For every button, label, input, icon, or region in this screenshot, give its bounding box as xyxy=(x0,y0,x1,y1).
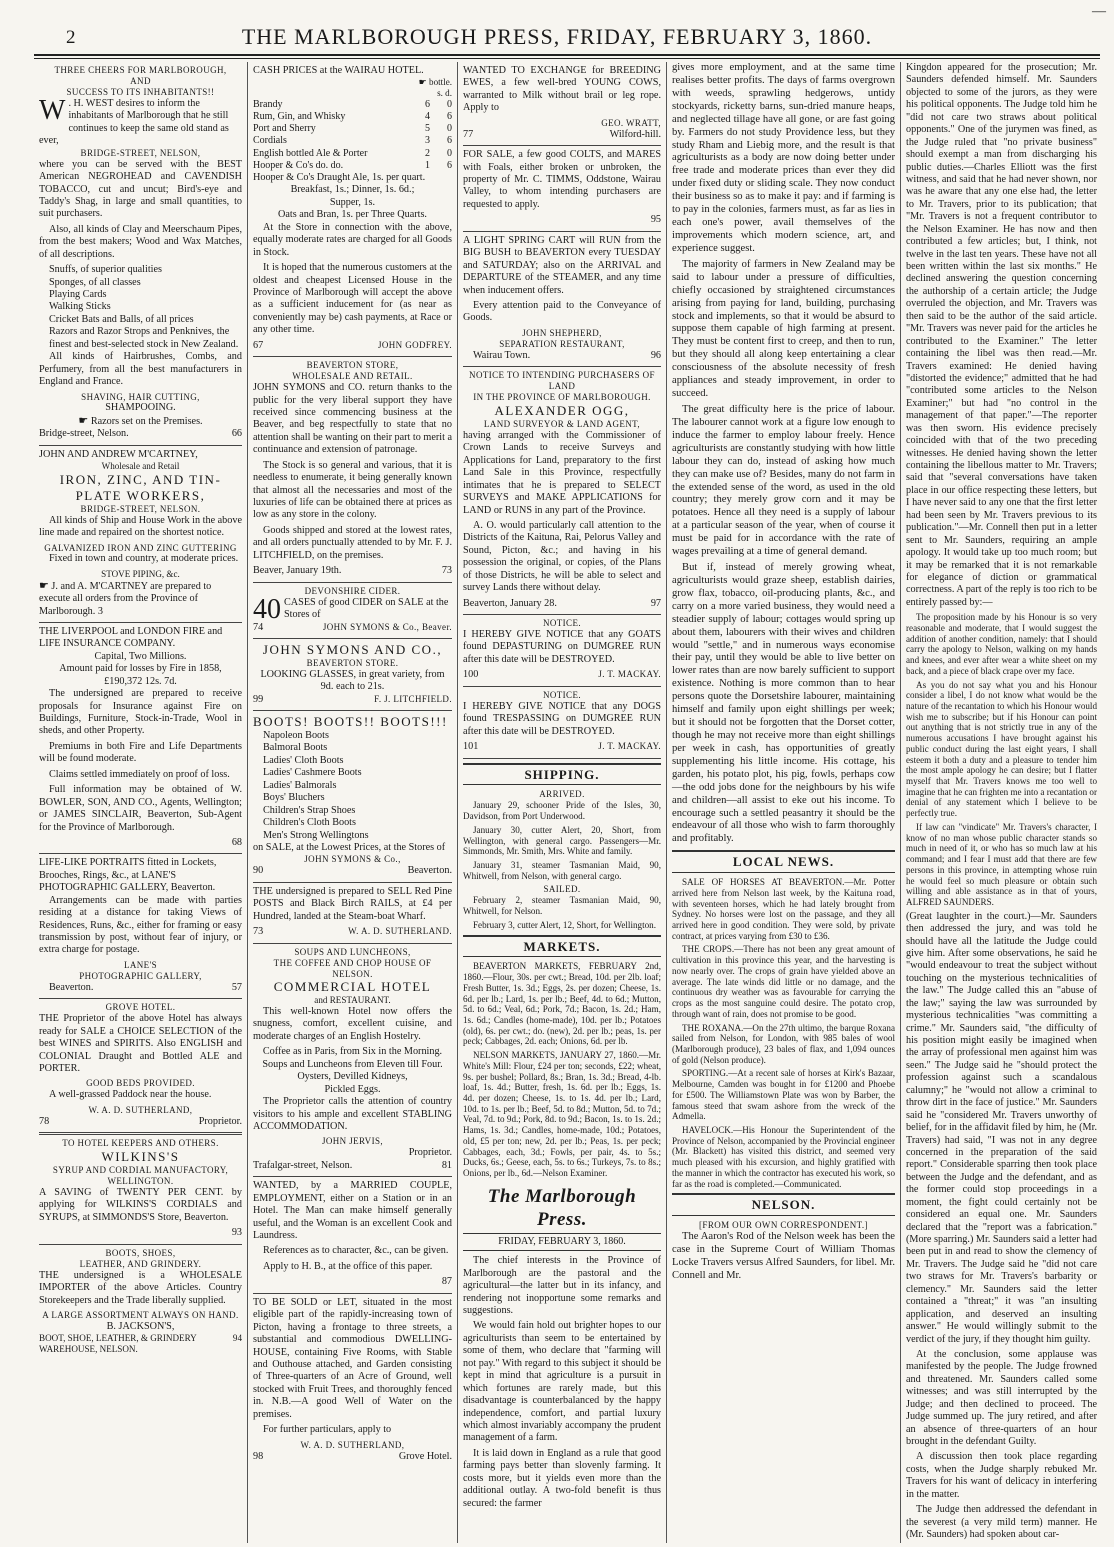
column-1 xyxy=(34,62,247,1543)
ad-number: 87 xyxy=(441,1276,452,1288)
ad-heading: IN THE PROVINCE OF MARLBOROUGH. xyxy=(473,392,651,403)
ad-body: JOHN SYMONS and CO. return thanks to the public for the very liberal support they have received since commencing business at the Beaver, and beg respectfully to state that no attention shall be wanting on their part to merit a continuance and extension of patronage. xyxy=(253,382,452,456)
masthead-rule xyxy=(34,54,1100,56)
editorial-paragraph: The chief interests in the Province of Marlborough are the pastoral and the agricultural—the latter but in its infancy, and rendering not inopportune some remarks and suggestions. xyxy=(463,1255,661,1317)
ad-heading: ALEXANDER OGG, xyxy=(494,403,630,419)
ad-body: Also, all kinds of Clay and Meerschaum Pipes, from the best makers; Wood and Wax Matches, of all descriptions. xyxy=(39,223,242,260)
subheading: SAILED. xyxy=(543,884,581,895)
ad-address: Wairau Town. xyxy=(473,349,531,361)
shipping-entry: January 29, schooner Pride of the Isles, 30, Davidson, from Port Underwood. xyxy=(463,800,661,822)
subheading: [FROM OUR OWN CORRESPONDENT.] xyxy=(699,1220,868,1231)
ad-lane-portraits xyxy=(39,854,242,999)
ad-body: At the Store in connection with the above, equally moderate rates are charged for all Goods in Stock. xyxy=(253,221,452,258)
ad-number: 73 xyxy=(441,565,452,577)
ad-posts-rails xyxy=(253,883,452,944)
quoted-letter: If law can "vindicate" Mr. Travers's character, I know of no man whose public character stands so much in need of it, or who has so much law at his command; and I fear I must add that there are few persons in this province, in attempting whose ruin he would feel so much pleasure or obtain such willing and able assistance as in that of yours, ALFRED SAUNDERS. xyxy=(906,821,1097,907)
ad-heading: A LARGE ASSORTMENT ALWAYS ON HAND. xyxy=(42,1309,239,1320)
ad-body: A LIGHT SPRING CART will RUN from the BIG BUSH to BEAVERTON every TUESDAY and SATURDAY; also on the ARRIVAL and DEPARTURE of the STEAMER, and any time when inducement offers. xyxy=(463,234,661,296)
ad-body: Capital, Two Millions. xyxy=(94,650,187,662)
ad-body: A well-grassed Paddock near the house. xyxy=(49,1089,212,1101)
ad-signature: Proprietor. xyxy=(408,1147,452,1159)
ad-number: 57 xyxy=(231,981,242,993)
list-item: Children's Cloth Boots xyxy=(263,817,356,829)
list-item: Playing Cards xyxy=(49,289,107,300)
column-5 xyxy=(900,62,1102,1543)
ad-heading: Wholesale and Retail xyxy=(101,461,180,472)
ad-body: THE undersigned is prepared to SELL Red Pine POSTS and Black Birch RAILS, at £4 per Hundred, landed at the Steam-boat Wharf. xyxy=(253,885,452,922)
ad-west-tobacconist xyxy=(39,62,242,446)
ad-heading: GOOD BEDS PROVIDED. xyxy=(86,1078,195,1089)
column-3 xyxy=(457,62,666,1543)
ad-number: 81 xyxy=(441,1159,452,1171)
shipping-entry: February 3, cutter Alert, 12, Short, for Wellington. xyxy=(473,919,656,930)
table-row xyxy=(253,160,452,172)
ad-heading: JOHN SYMONS AND CO., xyxy=(262,642,443,658)
ad-number: 67 xyxy=(253,339,264,351)
newspaper-title: THE MARLBOROUGH PRESS, FRIDAY, FEBRUARY 3, 1860. xyxy=(241,24,873,49)
markets-section xyxy=(463,935,661,1179)
news-paragraph: Kingdon appeared for the prosecution; Mr. Saunders defended himself. Mr. Saunders objected to some of the jurors, as they were his political opponents. The Judge told him he "did not care two straws about political opponents." One of the jurymen was fined, as the Judge ruled that "no private business" should exempt a man from discharging his public duties.—Charles Elliott was the first witness, and said that he had never shown, nor was he aware that any one else had, the letter to Mr. Travers, prior to its publication; that "Mr. Travers is not a frequent contributor to the Nelson Examiner. He has now and then contributed a few articles; but, I think, not twelve in the last ten years. These have not all been written within the last six months." He declined answering the question concerning the authorship of a certain article; the Judge overruled the objection, and Mr. Travers was then said to be the author of the said article. "Mr. Travers was never paid for the articles he contributed to the Examiner." The letter containing the libel was then read.—Mr. Travers examined: He denied having "distorted the evidence;" admitted that he had "contributed some articles to the Nelson Examiner;" but had "no control in the management of that paper."—The reporter was then sworn. His evidence precisely coincided with that of the two preceding witnesses. He denied having shown the letter containing the libellous matter to Mr. Travers; said that "several conversations have taken place in our office respecting these letters, but I have never said to any one that the first letter had been seen by Mr. Travers previous to its publication."—Mr. Connell then put in a letter sent to Mr. Saunders, requiring an ample apology. It would take up too much room; but it may be remarked that it is not remarkable for elegance of diction or grammatical correctness. A part of the reply is too rich to be entirely passed by:— xyxy=(906,62,1097,608)
price-d: 0 xyxy=(447,98,452,110)
ad-body: Coffee as in Paris, from Six in the Morning. xyxy=(262,1046,443,1058)
section-title: NELSON. xyxy=(672,1193,895,1216)
ad-body: It is hoped that the numerous customers at the oldest and cheapest Licensed House in the Province of Marlborough will accept the above as a sufficient inducement for (as near as conveniently may be) cash payments, at Race or any other time. xyxy=(253,262,452,336)
drop-cap: W xyxy=(39,94,66,126)
editorial-paragraph: We would fain hold out brighter hopes to our agriculturists than seem to be entertained by some of them, who declare that "farming will not pay." With regard to this subject it should be kept in mind that agriculture is a pursuit in which fortunes are rarely made, but this disadvantage is counterbalanced by the happy independence, comfort, and partial luxury which almost invariably accompany the prudent management of a farm. xyxy=(463,1320,661,1444)
ad-body: Fixed in town and country, at moderate prices. xyxy=(49,553,239,565)
ad-signature: PHOTOGRAPHIC GALLERY, xyxy=(79,970,202,981)
ad-heading: THE LIVERPOOL and LONDON FIRE and LIFE INSURANCE COMPANY. xyxy=(39,625,223,650)
news-paragraph: The Judge then addressed the defendant in the severest (a very mild term) manner. He (Mr. Saunders) had spoken about car- xyxy=(906,1504,1097,1541)
ad-signature: JOHN JERVIS, xyxy=(321,1136,384,1147)
ad-commercial-hotel xyxy=(253,944,452,1178)
column-2 xyxy=(247,62,457,1543)
table-row xyxy=(253,111,452,123)
ad-number: 73 xyxy=(253,926,264,938)
ad-heading: AND xyxy=(130,75,151,86)
price-item: Brandy xyxy=(253,98,283,110)
ad-heading: CASH PRICES at the WAIRAU HOTEL. xyxy=(253,65,424,76)
list-item: Boys' Bluchers xyxy=(263,792,325,804)
ad-body: LOOKING GLASSES, in great variety, from 9d. each to 21s. xyxy=(260,668,445,693)
ad-body: STOVE PIPING, &c. xyxy=(101,568,180,579)
list-item: Men's Strong Wellingtons xyxy=(263,829,369,841)
ad-signature: SEPARATION RESTAURANT, xyxy=(499,338,625,349)
ad-beaverton-store xyxy=(253,357,452,583)
ad-heading: TO HOTEL KEEPERS AND OTHERS. xyxy=(62,1138,219,1149)
ad-alexander-ogg xyxy=(463,367,661,615)
ad-number: 3 xyxy=(97,605,103,617)
ad-breeding-ewes xyxy=(463,62,661,146)
ad-heading: SHAMPOOING. xyxy=(105,402,176,414)
ad-body: Soups and Luncheons from Eleven till Four. xyxy=(262,1058,443,1070)
ad-address: Bridge-street, Nelson. xyxy=(39,428,129,440)
list-item: Napoleon Boots xyxy=(263,730,329,742)
ad-signature: Proprietor. xyxy=(198,1115,242,1127)
news-item: THE ROXANA.—On the 27th ultimo, the barque Roxana sailed from Nelson, for London, with 985 bales of wool (Marlborough produce), 23 bales of flax, and 1,094 ounces of gold (Nelson produce). xyxy=(672,1022,895,1065)
price-table xyxy=(253,99,452,172)
ad-body: Razors set on the Premises. xyxy=(90,415,203,427)
ad-notice-dogs xyxy=(463,687,661,759)
ad-colts-mares xyxy=(463,146,661,232)
ad-heading: JOHN AND ANDREW M'CARTNEY, xyxy=(39,448,198,460)
news-item: SPORTING.—At a recent sale of horses at Kirk's Bazaar, Melbourne, Camden was bought in for £1200 and Phoebe for £500. The Williamstown Plate was won by Barber, the famous steed that swam ashore from the wreck of the Admella. xyxy=(672,1068,895,1122)
editorial-paragraph: gives more employment, and at the same time realises better profits. The days of farms overgrown with weeds, sprawling hedgerows, untidy stockyards, ricketty barns, sun-dried manure heaps, and neglected tillage have all gone, or are fast going by. Farmers do not study Providence less, but they study Rham and Liebig more, and the result is that agriculturists as a body are now doing better under free trade and moderate prices than ever they did under fixed duty or sliding scale. They now conduct their business so as to make it pay: and if farming is to pay in the colonies, farmers must, as far as lies in each one's power, avail themselves of the improvements which modern science, art, and experience suggest. xyxy=(672,62,895,254)
market-report: NELSON MARKETS, JANUARY 27, 1860.—Mr. White's Mill: Flour, £24 per ton; seconds, £22; wheat, 9s. per bushel; Pollard, 8s.; Bran, 1s. 3d.; Bread, 4-lb. loaf, 1s. 4d.; Butter, fresh, 1s. 6d. per lb.; Eggs, 1s. 4d. per dozen; Cheese, 1s. to 1s. 4d. per lb.; Lard, 10d. to 1s. per lb.; Beef, 5d. to 8d.; Mutton, 5d. to 7d.; Veal, 7d. to 9d.; Pork, 8d. to 9d.; Bacon, 1s. to 1s. 2d.; Hams, 1s. 3d.; Candles, home-made, 10d.; Potatoes, old, £5 per ton; new, 2d. per lb.; Peas, 1s. per peck; Cabbages, each, 3d.; Fowls, per pair, 4s. to 5s.; Ducks, 6s.; Geese, each, 5s. to 6s.; Turkeys, 7s. to 8s.; Onions, per lb., 6d.—Nelson Examiner. xyxy=(463,1050,661,1179)
ad-body: Premiums in both Fire and Life Departments will be found moderate. xyxy=(39,740,242,765)
section-title: SHIPPING. xyxy=(463,763,661,786)
news-paragraph: (Great laughter in the court.)—Mr. Saunders then addressed the jury, and was told he should have all the latitude the Judge could give him. After some observations, he said he "would endeavour to treat the subject without touching on the mysterious technicalities of the law." The Judge called this an "abuse of the law;" saying the law was surrounded by mysterious technicalities "was committing a crime." Mr. Saunders said, "the difficulty of his position might easily be imagined when the array of professional men against him was seen." The Judge said he "should protect the profession against such a scandalous calumny;" he "would not allow a criminal to throw dirt in the face of justice." Mr. Saunders said he "considered Mr. Travers unworthy of belief, for in the affidavit filed by him, he (Mr. Travers) had said, "I was not in any degree concerned in the preparation of the said report." Considerable sparring then took place between the Judge and the defendant, and as the former could stop proceedings in a moment, the fight could certainly not be considered an equal one. Mr. Saunders declared that the "report was a fabrication." (More sparring.) Mr. Saunders said a letter had been put in and read to show the clemency of Mr. Travers. The Judge said he "did not care two straws for Mr. Travers's barbarity or clemency." Mr. Saunders said the letter contained a "threat;" it was "an insulting application, and deserved an insulting answer." He would willingly submit to the verdict of the jury, if they thought him guilty. xyxy=(906,910,1097,1345)
price-units: s. d. xyxy=(437,88,452,99)
section-title: MARKETS. xyxy=(463,935,661,958)
table-row xyxy=(253,99,452,111)
ad-picton-house xyxy=(253,1294,452,1467)
ad-body: having arranged with the Commissioner of Crown Lands to receive Surveys and Applications for Land, preparatory to the first Land Sale in this Province, respectfully intimates that he is prepared to SELECT SURVEYS and MAKE APPLICATIONS for LAND or RUNS in any part of the Province. xyxy=(463,429,661,516)
ad-heading: BEAVERTON STORE. xyxy=(306,657,399,668)
ad-number: 68 xyxy=(231,836,242,848)
list-item: Ladies' Balmorals xyxy=(263,779,337,791)
ad-signature: W. A. D. SUTHERLAND, xyxy=(300,1439,405,1450)
shipping-entry: January 31, steamer Tasmanian Maid, 90, Whitwell, from Nelson, with general cargo. xyxy=(463,859,661,881)
ad-body: Supper, 1s. xyxy=(329,196,376,208)
ad-address: Beaverton. xyxy=(407,865,452,877)
ad-heading: WILKINS'S xyxy=(101,1149,180,1165)
ad-heading: IRON, ZINC, AND TIN-PLATE WORKERS, xyxy=(59,471,222,503)
ad-heading: and RESTAURANT. xyxy=(314,995,391,1006)
column-4 xyxy=(666,62,900,1543)
ad-body: WANTED TO EXCHANGE for BREEDING EWES, a few well-bred YOUNG COWS, warranted to Milk without brail or leg rope. Apply to xyxy=(463,65,661,114)
price-d: 6 xyxy=(447,135,452,147)
ad-liverpool-insurance xyxy=(39,623,242,854)
price-s: 3 xyxy=(425,135,430,147)
ad-spring-cart xyxy=(463,232,661,367)
ad-signature: JOHN SYMONS & Co., xyxy=(304,854,401,865)
ad-heading: SOUPS AND LUNCHEONS, xyxy=(294,946,411,957)
ad-heading: NOTICE. xyxy=(542,618,582,629)
ad-heading: NOTICE TO INTENDING PURCHASERS OF LAND xyxy=(469,370,655,392)
ad-boots-symons xyxy=(253,711,452,883)
price-item: Hooper & Co's do. do. xyxy=(253,159,344,171)
ad-heading: THREE CHEERS FOR MARLBOROUGH, xyxy=(54,65,227,75)
price-d: 0 xyxy=(447,123,452,135)
ad-body: Claims settled immediately on proof of loss. xyxy=(49,768,230,780)
list-item: Children's Strap Shoes xyxy=(263,804,356,816)
ad-body: I HEREBY GIVE NOTICE that any DOGS found TRESPASSING on DUMGREE RUN after this date will be DESTROYED. xyxy=(463,700,661,737)
ad-signature: JOHN GODFREY. xyxy=(377,339,452,350)
ad-signature: JOHN SYMONS & Co., Beaver. xyxy=(322,621,452,632)
ad-looking-glasses xyxy=(253,639,452,711)
ad-body: Every attention paid to the Conveyance of Goods. xyxy=(463,299,661,324)
ad-address: Grove Hotel. xyxy=(398,1450,452,1462)
ad-body: TO BE SOLD or LET, situated in the most eligible part of the rapidly-increasing town of Picton, having a frontage to three streets, a substantial and commodious DWELLING-HOUSE, containing Five Rooms, with Stable and Outhouse attached, and Garden consisting of Three-quarters of an Acre of Ground, well stocked with Fruit Trees, and thoroughly fenced in. N.B.—A good Well of Water on the premises. xyxy=(253,1296,452,1420)
ad-heading: COMMERCIAL HOTEL xyxy=(273,979,432,995)
ad-body: Breakfast, 1s.; Dinner, 1s. 6d.; xyxy=(290,184,415,196)
list-item: Ladies' Cashmere Boots xyxy=(263,767,362,779)
ad-number: 74 xyxy=(253,621,264,633)
ad-heading: LAND SURVEYOR & LAND AGENT, xyxy=(483,418,641,429)
drop-cap: 40 xyxy=(253,593,281,625)
ad-notice-goats xyxy=(463,615,661,687)
ad-body: FOR SALE, a few good COLTS, and MARES with Foals, either broken or unbroken, the property of Mr. C. TIMMS, Oddstone, Wairau Valley, to whom intending purchasers are requested to apply. xyxy=(463,149,661,210)
ad-signature: LANE'S xyxy=(123,959,158,970)
ad-body: References as to character, &c., can be given. xyxy=(263,1245,449,1257)
table-row xyxy=(253,148,452,160)
price-s: 2 xyxy=(425,147,430,159)
ad-heading: BEAVERTON STORE, xyxy=(306,360,399,371)
ad-body: THE undersigned is a WHOLESALE IMPORTER of the above Articles. Country Storekeepers and the Trade liberally supplied. xyxy=(39,1269,242,1306)
ad-body: For further particulars, apply to xyxy=(263,1424,392,1436)
price-s: 1 xyxy=(425,159,430,171)
ad-number: 90 xyxy=(253,865,264,877)
ad-body: Hooper & Co's Draught Ale, 1s. per quart. xyxy=(253,172,426,183)
editorial-paragraph: The great difficulty here is the price of labour. The labourer cannot work at a figure low enough to induce the farmer to employ labour freely. Hence agriculturists are constantly studying with how little labour they can do, instead of asking how much they can make use of? Besides, many do not farm in the extended sense of the word, as used in the old country; they merely grow corn and it may be potatoes. Hence all they need is a supply of labour at a particular season of the year, when of course it must be paid for in accordance with the rate of wages prevailing at a time of general demand. xyxy=(672,403,895,558)
pointing-hand-icon: ☛ xyxy=(78,414,89,427)
ad-signature: GEO. WRATT, xyxy=(601,117,661,128)
ad-heading: SHAVING, HAIR CUTTING, xyxy=(81,391,200,402)
list-item: Walking Sticks xyxy=(49,301,111,313)
ad-date: Beaver, January 19th. xyxy=(253,565,342,577)
editorial-paragraph: It is laid down in England as a rule that good farming pays better than slovenly farming. It costs more, but it yields even more than the additional outlay. A two-fold benefit is thus secured: the farmer xyxy=(463,1447,661,1509)
quoted-letter: As you do not say what you and his Honour consider a libel, I do not know what would be the nature of the recantation to which his Honour would wish me to subscribe; but if his Honour can point out anything that is not strictly true in any of the numerous accusations I have brought against his public conduct during the last eight years, I shall esteem it both a duty and a pleasure to tender him the most ample apology he can desire; but I flatter myself that Mr. Travers knows me too well to imagine that he can frighten me into a recantation or denial of any statement which I believe to be perfectly true. xyxy=(906,679,1097,819)
ad-mccartney-ironworkers xyxy=(39,446,242,623)
ad-body: A SAVING of TWENTY PER CENT. by applying for WILKINS'S CORDIALS and SYRUPS, at SIMMONDS'S Store, Beaverton. xyxy=(39,1186,242,1223)
ad-body: Apply to H. B., at the office of this paper. xyxy=(263,1260,433,1272)
ad-body: Amount paid for losses by Fire in 1858, £190,372 12s. 7d. xyxy=(59,663,222,687)
ad-number: 96 xyxy=(650,349,661,361)
ad-address: Wilford-hill. xyxy=(609,128,661,140)
ad-address: BRIDGE-STREET, NELSON. xyxy=(80,503,201,514)
list-item: Balmoral Boots xyxy=(263,742,328,754)
news-item: THE CROPS.—There has not been any great amount of cultivation in this province this year, and the harvesting is now nearly over. The crops of grain have yielded above an average. The late winds did little or no damage, and the continuous dry weather was as favourable for carrying the crops as the most sanguine could desire. The potato crop, through want of rain, does not promise to be good. xyxy=(672,944,895,1019)
ad-body: All kinds of Hairbrushes, Combs, and Perfumery, from all the best manufacturers in England and France. xyxy=(39,351,242,388)
price-s: 6 xyxy=(425,98,430,110)
pointing-hand-icon: ☛ xyxy=(418,77,427,88)
ad-married-couple xyxy=(253,1177,452,1294)
price-item: Rum, Gin, and Whisky xyxy=(253,111,346,123)
ad-heading: NOTICE. xyxy=(542,689,582,700)
editorial-date: FRIDAY, FEBRUARY 3, 1860. xyxy=(463,1233,661,1251)
ad-heading: SYRUP AND CORDIAL MANUFACTORY, WELLINGTON. xyxy=(52,1165,229,1187)
ad-body: WANTED, by a MARRIED COUPLE, EMPLOYMENT, either on a Station or in an Hotel. The Man can make himself generally useful, and the Woman is an excellent Cook and Laundress. xyxy=(253,1180,452,1242)
price-item: English bottled Ale & Porter xyxy=(253,147,368,159)
ad-body: CASES of good CIDER on SALE at the Stores of xyxy=(284,596,449,621)
ad-number: 101 xyxy=(463,741,479,753)
ad-number: 66 xyxy=(231,428,242,440)
ad-signature: F. J. LITCHFIELD. xyxy=(374,693,452,704)
ad-body: Oats and Bran, 1s. per Three Quarts. xyxy=(278,209,427,221)
news-item: SALE OF HORSES AT BEAVERTON.—Mr. Potter arrived here from Nelson last week, by the Kaituna road, with seventeen horses, which he had lately brought from Sydney. No horses were lost on the passage, and they all arrived here in good condition. They were sold, by private contract, at prices varying from £30 to £36. xyxy=(672,877,895,941)
ad-wilkins-syrups xyxy=(39,1135,242,1245)
ad-heading: DEVONSHIRE CIDER. xyxy=(304,585,401,596)
list-item: Sponges, of all classes xyxy=(49,276,141,288)
ad-body: Pickled Eggs. xyxy=(324,1083,381,1095)
ad-number: 77 xyxy=(463,128,474,140)
masthead xyxy=(0,0,1114,62)
news-paragraph: The Aaron's Rod of the Nelson week has been the case in the Supreme Court of William Thomas Locke Travers versus Alfred Saunders, for libel. Mr. Connell and Mr. xyxy=(672,1231,895,1281)
ad-body: J. and A. M'CARTNEY are prepared to execute all orders from the Province of Marlborough. xyxy=(39,580,212,617)
corner-mark-icon: — xyxy=(1092,4,1106,19)
ad-body: The Proprietor calls the attention of country visitors to his ample and excellent STABLING ACCOMMODATION. xyxy=(253,1096,452,1132)
ad-body: Full information may be obtained of W. BOWLER, SON, AND CO., Agents, Wellington; or JAMES SINCLAIR, Beaverton, Sub-Agent for the Province of Marlborough. xyxy=(39,784,242,833)
ad-wairau-hotel-prices xyxy=(253,62,452,357)
ad-number: 98 xyxy=(253,1450,264,1462)
editorial-paragraph: But if, instead of merely growing wheat, agriculturists would graze sheep, establish dairies, grow flax, tobacco, oil-producing plants, &c., and carry on a more varied business, they would need a steadier supply of labour; cottages would spring up about them, labourers with their wives and children would "settle," and in numerous ways economise their pay, until they would be able to live better on lower rates than are now barely sufficient to support existence. Nothing is more common than to hear persons quote the Dorsetshire labourer, maintaining himself and family upon eight shillings per week; but it should not be forgotten that the Dorset cotter, though he may not receive more than eight shillings per week in cash, has opportunities of greatly supplementing his little income. His cottage, his garden, his potato plot, his pig, fowls, perhaps cow—the odd jobs done for the neighbours by his wife and children—all assist to eke out his income. To encourage such a settled peasantry it should be the endeavour of all those who wish to farm thoroughly and profitably. xyxy=(672,562,895,845)
ad-heading: GALVANIZED IRON AND ZINC GUTTERING xyxy=(44,542,237,553)
editorial-section xyxy=(463,1185,661,1510)
ad-body: All kinds of Ship and House Work in the above line made and repaired on the shortest notice. xyxy=(39,514,242,539)
ad-address: BOOT, SHOE, LEATHER, & GRINDERY WAREHOUSE, NELSON. xyxy=(39,1333,197,1355)
ad-body: Goods shipped and stored at the lowest rates, and all orders punctually attended to by Mr. F. J. LITCHFIELD, on the premises. xyxy=(253,524,452,561)
ad-body: A. O. would particularly call attention to the Districts of the Kaituna, Rai, Pelorus Valley and Sound, Picton, &c.; and having in his possession the original, or copies, of the Plans of those Districts, he will be able to select and survey Lands there without delay. xyxy=(463,520,661,594)
section-title: LOCAL NEWS. xyxy=(672,850,895,873)
quoted-letter: The proposition made by his Honour is so very reasonable and moderate, that I would suggest the addition of another condition, namely: that I should carry the apology to Nelson, walking on my hands and knees, and ever after wear a white sheet on my back, and a piece of black crape over my face. xyxy=(906,612,1097,676)
ad-jackson-boots xyxy=(39,1245,242,1359)
table-row xyxy=(253,123,452,135)
news-paragraph: At the conclusion, some applause was manifested by the people. The Judge frowned and threatened. Mr. Saunders called some witnesses; and was still interrupted by the Judge; and then declined to proceed. The Judge summed up. The jury retired, and after an absence of three-quarters of an hour brought in the defendant Guilty. xyxy=(906,1348,1097,1448)
ad-signature: J. T. MACKAY. xyxy=(598,741,661,752)
shipping-entry: January 30, cutter Alert, 20, Short, from Wellington, with general cargo. Passengers—Mr. Simmonds, Mr. Smith, Mrs. White and family. xyxy=(463,824,661,857)
price-d: 6 xyxy=(447,111,452,123)
ad-number: 100 xyxy=(463,669,479,681)
ad-number: 95 xyxy=(650,214,661,226)
subheading: ARRIVED. xyxy=(539,789,585,800)
page-columns xyxy=(34,62,1102,1543)
ad-grove-hotel xyxy=(39,999,242,1135)
ad-heading: BOOTS! BOOTS!! BOOTS!!! xyxy=(253,714,448,730)
list-item: Cricket Bats and Balls, of all prices xyxy=(49,313,194,325)
masthead-rule-thin xyxy=(34,58,1100,59)
ad-body: Oysters, Devilled Kidneys, xyxy=(297,1071,408,1083)
ad-heading: GROVE HOTEL. xyxy=(105,1002,176,1013)
ad-date: Beaverton, January 28. xyxy=(463,597,557,609)
price-unit: bottle. xyxy=(429,77,452,88)
ad-heading: LEATHER, AND GRINDERY. xyxy=(79,1258,202,1269)
ad-heading: SUCCESS TO ITS INHABITANTS!! xyxy=(66,86,215,97)
shipping-entry: February 2, steamer Tasmanian Maid, 90, Whitwell, for Nelson. xyxy=(463,895,661,917)
editorial-paragraph: The majority of farmers in New Zealand may be said to labour under a pressure of difficulties, chiefly occasioned by straightened circumstances arising from paying for land, building, purchasing stock and implements, so that it would be absurd to suppose them capable of high farming at present. They must be content first to creep, and then to run, but they should all along keep entertaining a clear consciousness of the absolute necessity of fresh appliances and steady improvement, in order to succeed. xyxy=(672,258,895,400)
ad-body: Arrangements can be made with parties residing at a distance for taking Views of Residences, Runs, &c., either for framing or easy transmission by post, without fear of injury, or extra charge for postage. xyxy=(39,894,242,956)
ad-number: 94 xyxy=(232,1333,242,1344)
ad-number: 99 xyxy=(253,693,264,705)
news-paragraph: A discussion then took place regarding costs, when the Judge sharply rebuked Mr. Travers for his want of delicacy in interfering in the matter. xyxy=(906,1451,1097,1500)
price-s: 4 xyxy=(425,111,430,123)
shipping-section xyxy=(463,763,661,931)
price-item: Cordials xyxy=(253,135,287,147)
ad-heading: THE COFFEE AND CHOP HOUSE OF NELSON. xyxy=(273,957,432,979)
ad-body: THE Proprietor of the above Hotel has always ready for SALE a CHOICE SELECTION of the best WINES and SPIRITS. Also ENGLISH and COLONIAL Draught and Bottled ALE and PORTER. xyxy=(39,1013,242,1074)
ad-body: The undersigned are prepared to receive proposals for Insurance against Fire on Buildings, Furniture, Stock-in-Trade, Wool in sheds, and other Property. xyxy=(39,688,242,737)
market-report: BEAVERTON MARKETS, FEBRUARY 2nd, 1860.—Flour, 30s. per cwt.; Bread, 10d. per 2lb. loaf; Fresh Butter, 1s. 3d.; Eggs, 2s. per dozen; Cheese, 1s. 6d. per lb.; Lard, 1s. per lb.; Beef, 4d. to 6d.; Mutton, 5d. to 6d.; Veal, 6d.; Pork, 7d.; Bacon, 1s. 2d.; Ham, 1s. 6d.; Candles (home-made), 10d. per lb.; Potatoes (old), 6s. per cwt.; do. (new), 2d. per lb.; peas, 1s. per peck; Cabbages, 2d. each; Onions, 6d. per lb. xyxy=(463,961,661,1047)
ad-signature: J. T. MACKAY. xyxy=(598,669,661,680)
ad-signature: W. A. D. SUTHERLAND. xyxy=(348,926,452,937)
ad-address: Trafalgar-street, Nelson. xyxy=(253,1159,353,1171)
ad-heading: WHOLESALE AND RETAIL. xyxy=(292,371,413,382)
ad-body: on SALE, at the Lowest Prices, at the Stores of xyxy=(253,841,446,853)
ad-address: BRIDGE-STREET, NELSON, xyxy=(80,147,201,158)
ad-body: I HEREBY GIVE NOTICE that any GOATS found DEPASTURING on DUMGREE RUN after this date will be DESTROYED. xyxy=(463,629,661,665)
ad-body: This well-known Hotel now offers the snugness, comfort, excellent cuisine, and moderate charges of an English Hostelry. xyxy=(253,1006,452,1042)
newspaper-nameplate: The Marlborough Press. xyxy=(487,1185,637,1230)
ad-signature: W. A. D. SUTHERLAND, xyxy=(88,1104,193,1115)
news-item: HAVELOCK.—His Honour the Superintendent of the Province of Nelson, accompanied by the Provincial engineer (Mr. Blackett) has visited this district, and seemed very much pleased with his excursion, and highly gratified with the manner in which the contractor has executed his work, so far as the road is completed.—Communicated. xyxy=(672,1124,895,1189)
list-item: Ladies' Cloth Boots xyxy=(263,754,344,766)
price-d: 6 xyxy=(447,159,452,171)
ad-body: where you can be served with the BEST American NEGROHEAD and CAVENDISH TOBACCO, cut and uncut; Bird's-eye and Taddy's Shag, in large and small quantities, to suit purchasers. xyxy=(39,158,242,220)
ad-address: Beaverton. xyxy=(49,981,94,993)
price-d: 0 xyxy=(447,147,452,159)
ad-number: 78 xyxy=(39,1115,50,1127)
list-item: Razors and Razor Strops and Penknives, the finest and best-selected stock in New Zealand. xyxy=(49,326,239,350)
ad-signature: B. JACKSON'S, xyxy=(106,1320,175,1332)
ad-number: 97 xyxy=(650,597,661,609)
price-s: 5 xyxy=(425,123,430,135)
price-item: Port and Sherry xyxy=(253,123,316,135)
ad-devonshire-cider xyxy=(253,583,452,639)
pointing-hand-icon: ☛ xyxy=(39,579,49,592)
page-number: 2 xyxy=(66,27,76,48)
ad-heading: BOOTS, SHOES, xyxy=(105,1247,176,1258)
ad-body: . H. WEST desires to inform the inhabitants of Marlborough that he still continues to keep the same old stand as ever, xyxy=(39,97,229,147)
ad-number: 93 xyxy=(231,1227,242,1239)
ad-body: The Stock is so general and various, that it is needless to enumerate, it being generally known that almost all the necessaries and most of the luxuries of life can be obtained there at prices as low as any store in the colony. xyxy=(253,459,452,521)
table-row xyxy=(253,135,452,147)
ad-signature: JOHN SHEPHERD, xyxy=(522,327,602,338)
ad-heading: LIFE-LIKE PORTRAITS fitted in Lockets, Brooches, Rings, &c., at LANE'S PHOTOGRAPHIC GALLERY, Beaverton. xyxy=(39,857,217,894)
list-item: Snuffs, of superior qualities xyxy=(49,264,162,276)
